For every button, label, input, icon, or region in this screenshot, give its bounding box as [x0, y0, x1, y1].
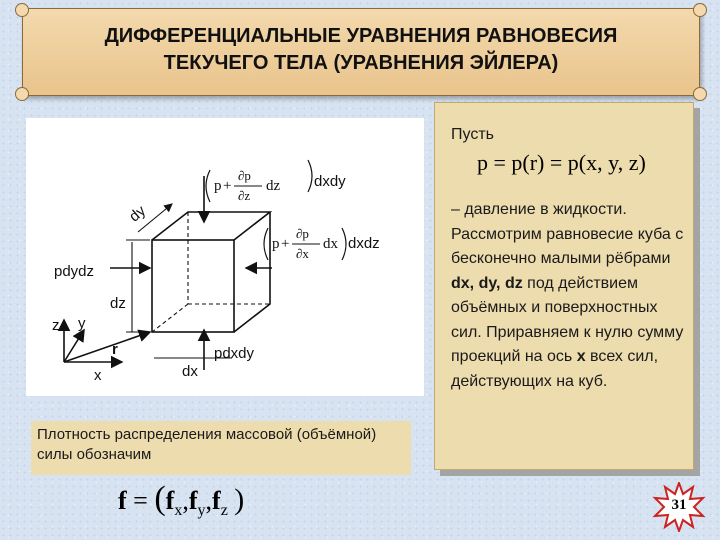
axis-y-label: y — [78, 315, 86, 332]
slide-title — [23, 23, 699, 77]
body-before: – давление в жидкости. Рассмотрим равновесие куба с бесконечно малыми рёбрами — [451, 201, 684, 267]
intro-text: Пусть — [451, 126, 494, 143]
formula-f-eq: = — [133, 486, 148, 515]
right-force-dx: dx — [323, 236, 338, 252]
left-force-label: pdydz — [54, 263, 95, 280]
right-force-partial-dp: ∂p — [296, 226, 309, 241]
formula-f2: f — [188, 486, 198, 515]
formula-f1-sub: x — [174, 502, 183, 520]
edge-dz-label: dz — [110, 295, 126, 312]
top-force-dz: dz — [266, 178, 281, 194]
axis-x-label: x — [94, 367, 102, 384]
page-number: 31 — [671, 497, 687, 513]
slide-title-line1: ДИФФЕРЕНЦИАЛЬНЫЕ УРАВНЕНИЯ РАВНОВЕСИЯ — [104, 25, 618, 47]
formula-f2-sub: y — [197, 502, 206, 520]
cube-diagram — [26, 118, 424, 396]
cube-front-face — [152, 240, 234, 332]
formula-comma1: , — [182, 486, 189, 515]
radius-vector — [64, 332, 150, 362]
bottom-force-label: pdxdy — [214, 345, 255, 362]
formula-f1: f — [165, 486, 175, 515]
top-force-partial-dz: ∂z — [238, 188, 251, 203]
axis-z-label: z — [52, 317, 60, 334]
cube-top-face — [152, 212, 270, 240]
scroll-curl — [693, 87, 707, 101]
formula-f-lparen: ( — [154, 480, 166, 517]
formula-f-rparen: ) — [234, 483, 245, 516]
right-force-p: p — [272, 236, 280, 252]
edge-dx-label: dx — [182, 363, 198, 380]
caption-box: Плотность распределения массовой (объёмной) силы обозначим — [31, 421, 411, 475]
body-edges: dx, dy, dz — [451, 274, 523, 292]
scroll-curl — [15, 3, 29, 17]
top-force-p: p — [214, 178, 222, 194]
pressure-formula: p = p(r) = p(x, y, z) — [477, 150, 646, 175]
radius-label: r — [112, 341, 118, 358]
right-force-partial-dx: ∂x — [296, 246, 309, 261]
cube-right-face — [234, 212, 270, 332]
scroll-curl — [693, 3, 707, 17]
body-axis: x — [576, 348, 586, 365]
mass-force-formula — [118, 480, 244, 520]
right-force-plus: + — [281, 236, 290, 252]
formula-f-lhs: f — [118, 486, 127, 515]
explanation-text — [451, 198, 687, 394]
axis-y-line — [64, 330, 84, 362]
top-force-plus: + — [223, 178, 232, 194]
title-scroll — [22, 8, 700, 96]
formula-f3-sub: z — [220, 502, 228, 520]
explanation-panel — [434, 102, 694, 470]
formula-f3: f — [212, 486, 221, 515]
slide-title-line2: ТЕКУЧЕГО ТЕЛА (УРАВНЕНИЯ ЭЙЛЕРА) — [163, 52, 559, 74]
body-after: всех сил, действующих на куб. — [451, 348, 659, 390]
page-number-badge — [652, 482, 706, 532]
edge-dy-label: dy — [125, 202, 150, 226]
top-force-label: dxdy — [314, 173, 346, 190]
right-force-label: dxdz — [348, 235, 380, 252]
cube-figure — [26, 118, 424, 396]
formula-comma2: , — [205, 486, 213, 515]
top-force-partial-dp: ∂p — [238, 168, 251, 183]
scroll-curl — [15, 87, 29, 101]
body-middle: под действием объёмных и поверхностных сил. Приравняем к нулю сумму проекций на ось — [451, 274, 684, 365]
